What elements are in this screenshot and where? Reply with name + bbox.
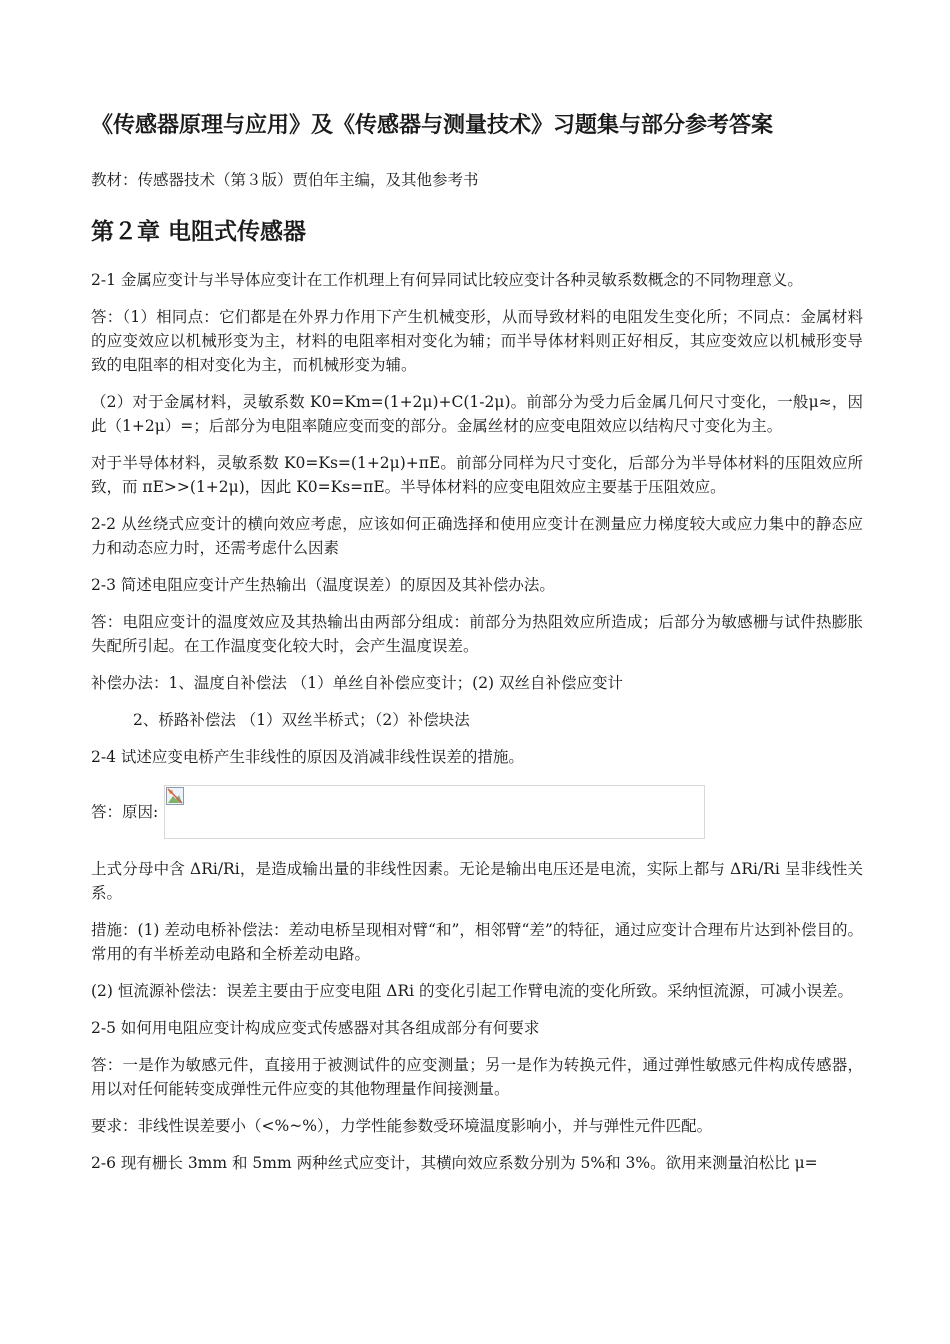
answer-2-1-part2: （2）对于金属材料，灵敏系数 K0=Km=(1+2μ)+C(1-2μ)。前部分为受力后金属几何尺寸变化，一般μ≈，因此（1+2μ）=；后部分为电阻率随应变而变的部分。金属丝材的应变电阻效应以结构尺寸变化为主。 [91,393,863,435]
answer-2-4-reason-row [91,785,863,839]
answer-2-1-part1: 答：（1）相同点：它们都是在外界力作用下产生机械变形，从而导致材料的电阻发生变化所；不同点：金属材料的应变效应以机械形变为主，材料的电阻率相对变化为辅；而半导体材料则正好相反，其应变效应以机械形变导致的电阻率的相对变化为主，而机械形变为辅。 [91,308,863,374]
requirements-2-5: 要求：非线性误差要小（<%~%），力学性能参数受环境温度影响小，并与弹性元件匹配。 [91,1117,713,1135]
document-title: 《传感器原理与应用》及《传感器与测量技术》习题集与部分参考答案 [91,112,774,138]
question-2-2: 2-2 从丝绕式应变计的横向效应考虑，应该如何正确选择和使用应变计在测量应力梯度较大或应力集中的静态应力和动态应力时，还需考虑什么因素 [91,515,863,557]
broken-image-icon [166,787,184,805]
measure-1-differential-bridge: 措施：(1) 差动电桥补偿法：差动电桥呈现相对臂“和”，相邻臂“差”的特征，通过应变计合理布片达到补偿目的。常用的有半桥差动电路和全桥差动电路。 [91,921,863,963]
document-page [91,108,863,1188]
formula-image-placeholder [164,785,705,839]
answer-2-5: 答：一是作为敏感元件，直接用于被测试件的应变测量；另一是作为转换元件，通过弹性敏感元件构成传感器，用以对任何能转变成弹性元件应变的其他物理量作间接测量。 [91,1056,863,1098]
measure-2-constant-current: (2) 恒流源补偿法：误差主要由于应变电阻 ΔRi 的变化引起工作臂电流的变化所致。采纳恒流源，可减小误差。 [91,982,854,1000]
question-2-6: 2-6 现有栅长 3mm 和 5mm 两种丝式应变计，其横向效应系数分别为 5%和 3%。欲用来测量泊松比 μ= [91,1154,818,1172]
textbook-reference: 教材：传感器技术（第３版）贾伯年主编，及其他参考书 [91,171,479,189]
answer-2-1-part3: 对于半导体材料，灵敏系数 K0=Ks=(1+2μ)+πE。前部分同样为尺寸变化，后部分为半导体材料的压阻效应所致，而 πE>>(1+2μ)，因此 K0=Ks=πE。半导体材料的应变电阻效应主要基于压阻效应。 [91,454,863,496]
question-2-5: 2-5 如何用电阻应变计构成应变式传感器对其各组成部分有何要求 [91,1019,540,1037]
answer-reason-label: 答：原因: [91,803,159,821]
question-2-4: 2-4 试述应变电桥产生非线性的原因及消减非线性误差的措施。 [91,748,524,766]
answer-2-3: 答：电阻应变计的温度效应及其热输出由两部分组成：前部分为热阻效应所造成；后部分为敏感栅与试件热膨胀失配所引起。在工作温度变化较大时，会产生温度误差。 [91,613,863,655]
compensation-methods: 补偿办法：1、温度自补偿法 （1）单丝自补偿应变计；(2) 双丝自补偿应变计 [91,674,624,692]
question-2-1: 2-1 金属应变计与半导体应变计在工作机理上有何异同试比较应变计各种灵敏系数概念的不同物理意义。 [91,271,803,289]
question-2-3: 2-3 简述电阻应变计产生热输出（温度误差）的原因及其补偿办法。 [91,576,555,594]
answer-2-4-explanation: 上式分母中含 ΔRi/Ri，是造成输出量的非线性因素。无论是输出电压还是电流，实际上都与 ΔRi/Ri 呈非线性关系。 [91,860,863,902]
bridge-compensation: 2、桥路补偿法 （1）双丝半桥式；（2）补偿块法 [133,711,470,729]
chapter-heading: 第２章 电阻式传感器 [91,218,307,245]
